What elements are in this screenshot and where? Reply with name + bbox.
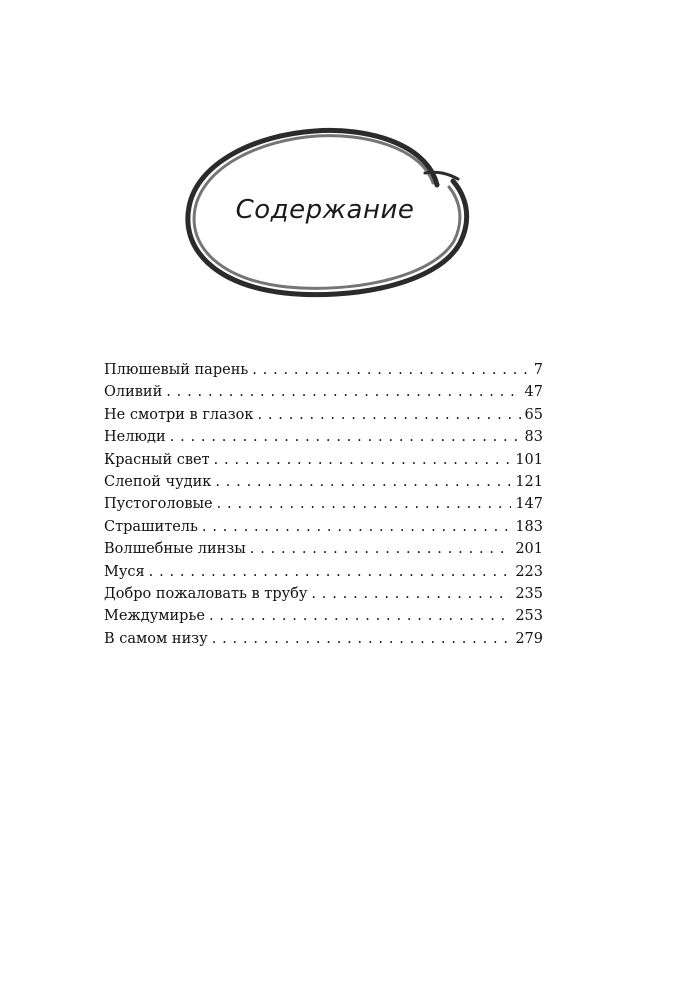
toc-entry: [104, 426, 543, 448]
toc-entry-title: Оливий: [104, 384, 163, 401]
toc-entry-title: Страшитель: [104, 518, 198, 535]
heading-frame: [175, 125, 475, 300]
toc-entry: [104, 538, 543, 560]
toc-entry-title: Плюшевый парень: [104, 362, 249, 378]
toc-entry: [104, 628, 543, 650]
toc-entry-title: Красный свет: [104, 451, 210, 468]
toc-entry-title: Муся: [104, 563, 145, 580]
toc-entry-title: Нелюди: [104, 429, 166, 446]
toc-entry: [104, 516, 543, 538]
toc-entry-page: 47: [524, 384, 543, 401]
toc-leader-dots: [149, 561, 512, 583]
toc-entry-page: 83: [524, 429, 543, 446]
toc-leader-dots: [215, 471, 511, 493]
toc-entry-page: 147: [515, 496, 543, 513]
toc-leader-dots: [212, 628, 512, 650]
toc-entry: [104, 381, 543, 403]
toc-entry-page: 201: [515, 541, 543, 558]
toc-entry: [104, 561, 543, 583]
toc-entry-title: Междумирье: [104, 608, 205, 625]
toc-leader-dots: [257, 404, 520, 426]
table-of-contents: [104, 359, 543, 650]
toc-entry-page: 235: [515, 585, 543, 602]
toc-entry-title: Волшебные линзы: [104, 541, 246, 558]
toc-entry-page: 279: [515, 630, 543, 647]
toc-leader-dots: [170, 426, 521, 448]
page-title: Содержание: [235, 195, 415, 225]
toc-leader-dots: [217, 493, 512, 515]
toc-leader-dots: [166, 381, 520, 403]
toc-entry: [104, 359, 543, 381]
toc-entry-title: В самом низу: [104, 630, 208, 647]
toc-entry-page: 223: [515, 563, 543, 580]
toc-entry-page: 121: [515, 473, 543, 490]
toc-entry: [104, 449, 543, 471]
toc-entry: [104, 471, 543, 493]
toc-leader-dots: [214, 449, 512, 471]
toc-leader-dots: [202, 516, 511, 538]
toc-entry-title: Слепой чудик: [104, 473, 212, 490]
toc-entry-title: Не смотри в глазок: [104, 406, 254, 423]
toc-entry: [104, 583, 543, 605]
toc-entry: [104, 605, 543, 627]
toc-entry-page: 101: [515, 451, 543, 468]
toc-entry-title: Пустоголовые: [104, 496, 213, 513]
toc-entry: [104, 404, 543, 426]
toc-leader-dots: [311, 583, 511, 605]
toc-entry-page: 253: [515, 608, 543, 625]
toc-entry-page: 7: [533, 362, 543, 378]
toc-entry-title: Добро пожаловать в трубу: [104, 585, 308, 602]
toc-entry-page: 183: [515, 518, 543, 535]
toc-leader-dots: [250, 538, 512, 560]
toc-leader-dots: [209, 605, 511, 627]
toc-entry: [104, 493, 543, 515]
toc-leader-dots: [252, 359, 530, 381]
toc-entry-page: 65: [524, 406, 543, 423]
